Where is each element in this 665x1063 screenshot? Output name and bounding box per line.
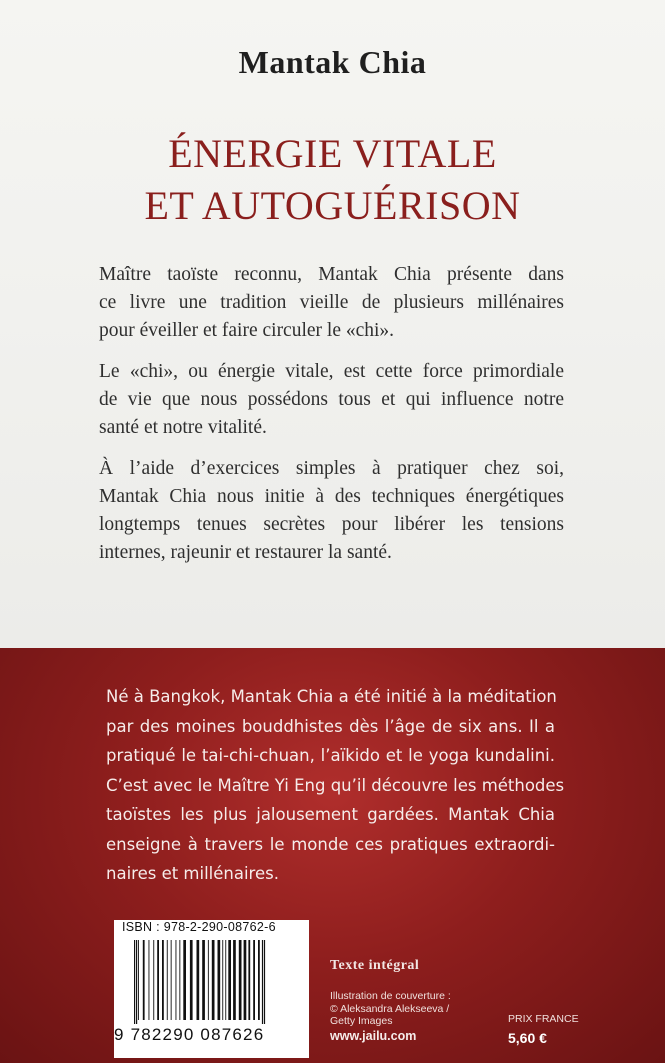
credit-line: Illustration de couverture : xyxy=(330,990,451,1002)
blurb-line: pour éveiller et faire circuler le «chi». xyxy=(99,320,395,341)
barcode-bar xyxy=(218,940,221,1020)
title-line-2: ET AUTOGUÉRISON xyxy=(144,183,521,228)
barcode-bar xyxy=(162,940,164,1020)
author-bio xyxy=(106,682,565,889)
publisher-website: www.jailu.com xyxy=(330,1029,417,1043)
barcode-guard-bar xyxy=(262,940,263,1024)
credit-line: © Aleksandra Alekseeva / xyxy=(330,1002,450,1015)
price-label: PRIX FRANCE xyxy=(508,1013,579,1025)
title-line-1: ÉNERGIE VITALE xyxy=(168,131,497,176)
barcode-bar xyxy=(176,940,177,1020)
blurb-line: Mantak Chia nous initie à des techniques énergétiques xyxy=(99,486,564,507)
barcode-bar xyxy=(138,940,139,1020)
barcode-bar xyxy=(225,940,226,1020)
barcode-guard-bar xyxy=(134,940,135,1024)
bio-line: taoïstes les plus jalousement gardées. Mantak Chia xyxy=(106,805,555,824)
blurb-paragraph-1 xyxy=(99,261,564,345)
blurb-line: Maître taoïste reconnu, Mantak Chia présente dans xyxy=(99,264,564,285)
isbn-label: ISBN : 978-2-290-08762-6 xyxy=(122,920,276,934)
price: 5,60 € xyxy=(508,1030,547,1046)
barcode-bar xyxy=(153,940,154,1020)
barcode-bar xyxy=(212,940,215,1020)
barcode-bar xyxy=(190,940,193,1020)
bio-line: pratiqué le tai-chi-chuan, l’aïkido et le yoga kundalini. xyxy=(106,746,555,765)
barcode-bar xyxy=(248,940,250,1020)
blurb-line: internes, rajeunir et restaurer la santé. xyxy=(99,542,392,563)
barcode-image xyxy=(122,940,301,1024)
bio-line: C’est avec le Maître Yi Eng qu’il découvre les méthodes xyxy=(106,775,565,795)
cover-credit xyxy=(330,990,500,1028)
credit-line: Getty Images xyxy=(330,1015,393,1027)
barcode-bar xyxy=(253,940,255,1020)
bio-line: enseigne à travers le monde ces pratiques extraordi- xyxy=(106,834,555,854)
barcode-bar xyxy=(258,940,260,1020)
barcode-guard-bar xyxy=(264,940,265,1024)
bio-line: Né à Bangkok, Mantak Chia a été initié à la méditation xyxy=(106,687,557,706)
texte-integral-label: Texte intégral xyxy=(330,958,420,973)
barcode-bar xyxy=(157,940,159,1020)
blurb-line: santé et notre vitalité. xyxy=(99,417,267,438)
book-title xyxy=(0,128,665,232)
barcode-bar xyxy=(239,940,242,1020)
author-name: Mantak Chia xyxy=(238,44,427,80)
barcode-guard-bar xyxy=(136,940,137,1024)
barcode-bar xyxy=(202,940,205,1020)
barcode-bar xyxy=(244,940,247,1020)
blurb-line: Le «chi», ou énergie vitale, est cette force primordiale xyxy=(99,361,564,382)
blurb-line: ce livre une tradition vieille de plusieurs millénaires xyxy=(99,292,564,313)
blurb-paragraph-2 xyxy=(99,358,564,442)
barcode-bar xyxy=(149,940,150,1020)
barcode-bar xyxy=(179,940,180,1020)
bio-line: par des moines bouddhistes dès l’âge de six ans. Il a xyxy=(106,716,555,736)
barcode-bar xyxy=(183,940,186,1020)
blurb-line: À l’aide d’exercices simples à pratiquer chez soi, xyxy=(99,458,564,479)
barcode-bar xyxy=(233,940,236,1020)
blurb-paragraph-3 xyxy=(99,455,564,567)
barcode-bar xyxy=(208,940,209,1020)
blurb-line: longtemps tenues secrètes pour libérer les tensions xyxy=(99,514,564,535)
barcode-bar xyxy=(228,940,231,1020)
blurb-line: de vie que nous possédons tous et qui influence notre xyxy=(99,389,564,410)
ean-digits: 9 782290 087626 xyxy=(114,1025,265,1044)
barcode-bar xyxy=(222,940,223,1020)
barcode-bar xyxy=(197,940,200,1020)
barcode-box xyxy=(114,920,309,1058)
bio-line: naires et millénaires. xyxy=(106,864,279,883)
barcode-bar xyxy=(167,940,168,1020)
barcode-bar xyxy=(171,940,172,1020)
barcode-bar xyxy=(143,940,145,1020)
